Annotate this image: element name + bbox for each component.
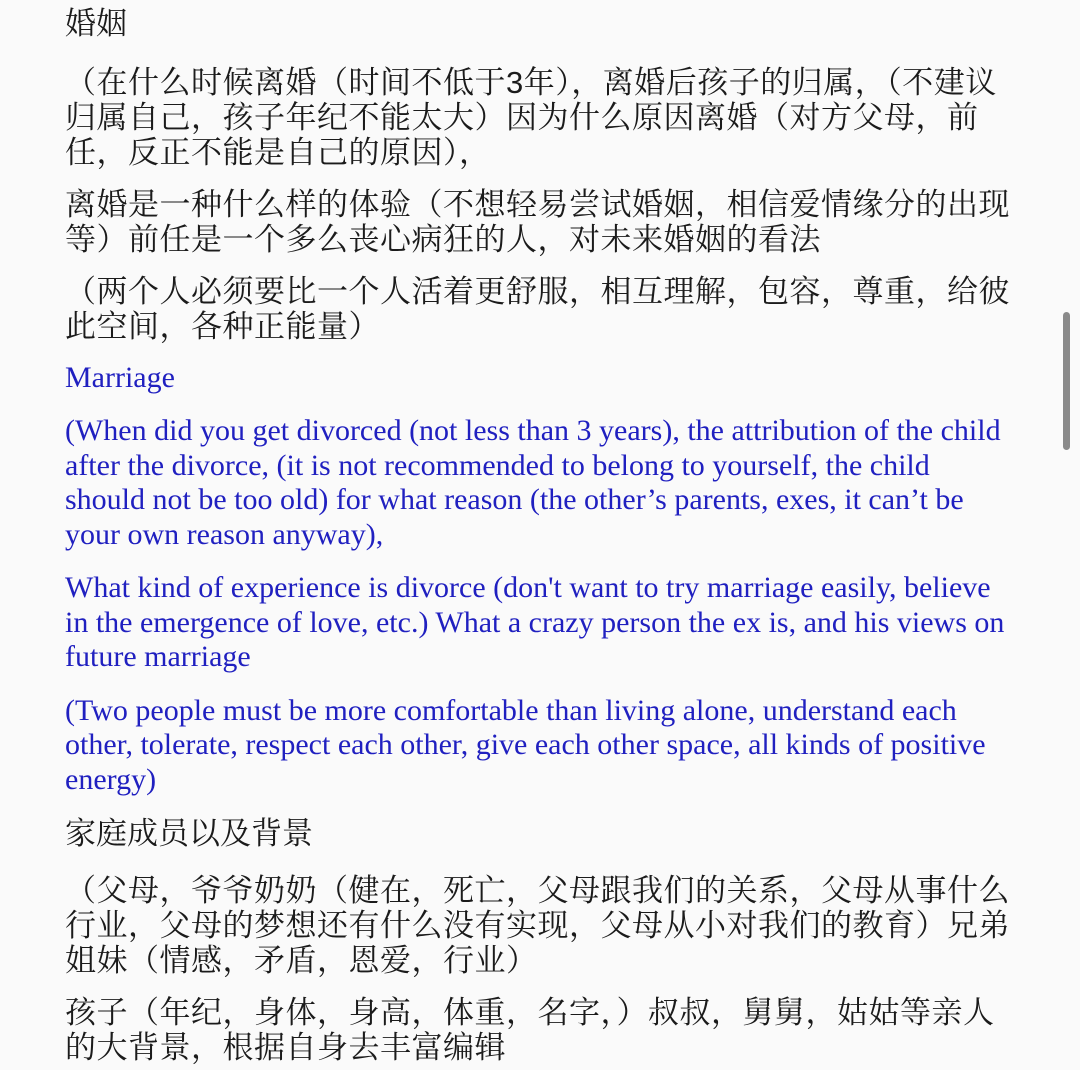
paragraph-zh-children-relatives: 孩子（年纪，身体，身高，体重，名字，）叔叔，舅舅，姑姑等亲人的大背景，根据自身去丰富编辑 bbox=[65, 995, 995, 1065]
paragraph-zh-divorce-details: （在什么时候离婚（时间不低于3年），离婚后孩子的归属，（不建议归属自己，孩子年纪不能太大）因为什么原因离婚（对方父母，前任，反正不能是自己的原因）， bbox=[65, 65, 997, 170]
paragraph-zh-divorce-experience: 离婚是一种什么样的体验（不想轻易尝试婚姻，相信爱情缘分的出现等）前任是一个多么丧心病狂的人，对未来婚姻的看法 bbox=[65, 187, 1010, 257]
paragraph-zh-two-people: （两个人必须要比一个人活着更舒服，相互理解，包容，尊重，给彼此空间，各种正能量） bbox=[65, 274, 1010, 344]
paragraph-zh-family-members: （父母，爷爷奶奶（健在，死亡，父母跟我们的关系，父母从事什么行业，父母的梦想还有什么没有实现，父母从小对我们的教育）兄弟姐妹（情感，矛盾，恩爱，行业） bbox=[65, 873, 1010, 978]
paragraph-en-divorce-experience: What kind of experience is divorce (don't want to try marriage easily, believe in the emergence of love, etc.) What a crazy person the ex is, and his views on future marriage bbox=[65, 571, 1005, 673]
paragraph-en-two-people: (Two people must be more comfortable than living alone, understand each other, tolerate, respect each other, give each other space, all kinds of positive energy) bbox=[65, 693, 986, 796]
section-title-marriage-zh: 婚姻 bbox=[65, 6, 127, 41]
document-content bbox=[65, 6, 1015, 1070]
section-title-marriage-en: Marriage bbox=[65, 361, 175, 394]
vertical-scrollbar-thumb[interactable] bbox=[1063, 312, 1070, 450]
section-title-family-zh: 家庭成员以及背景 bbox=[65, 816, 313, 851]
paragraph-en-divorce-details: (When did you get divorced (not less than 3 years), the attribution of the child after the divorce, (it is not recommended to belong to yourself, the child should not be too old) for what reason (the other’s parents, exes, it can’t be your own reason anyway), bbox=[65, 414, 1001, 551]
